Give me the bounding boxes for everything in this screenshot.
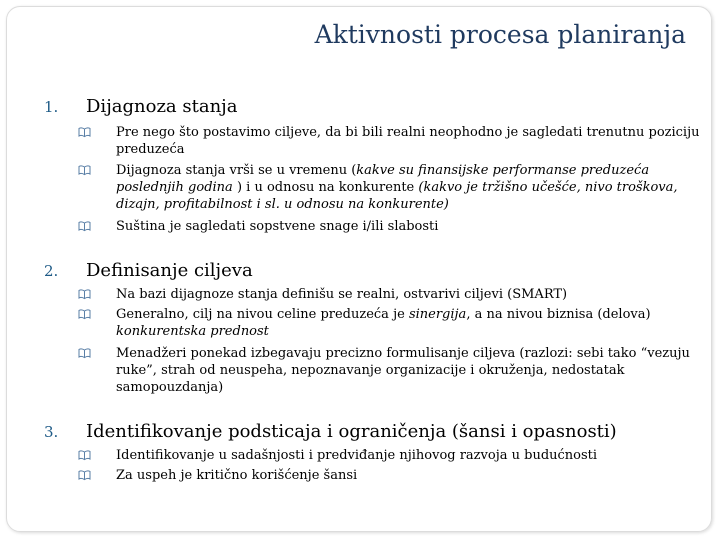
section-number: 2. (44, 262, 59, 280)
open-book-bullet-icon (78, 220, 91, 232)
bullet-text: Generalno, cilj na nivou celine preduzeća je sinergija, a na nivou biznisa (delova) konkurentska prednost (116, 307, 651, 339)
open-book-bullet-icon (78, 469, 91, 481)
slide-title: Aktivnosti procesa planiranja (314, 20, 686, 49)
bullet-text: Pre nego što postavimo ciljeve, da bi bili realni neophodno je sagledati trenutnu poziciju preduzeća (116, 125, 700, 157)
section-3 (0, 421, 720, 445)
bullet-text: Dijagnoza stanja vrši se u vremenu (kakve su finansijske performanse preduzeća poslednjih godina ) i u odnosu na konkurente (kakvo je tržišno učešće, nivo troškova, dizajn, profitabilnost i sl. u odnosu na konkurente) (116, 163, 678, 212)
section-heading: Definisanje ciljeva (86, 260, 253, 281)
section-heading: Identifikovanje podsticaja i ograničenja (šansi i opasnosti) (86, 421, 617, 442)
bullet-text: Na bazi dijagnoze stanja definišu se realni, ostvarivi ciljevi (SMART) (116, 287, 568, 302)
bullet-text: Menadžeri ponekad izbegavaju precizno formulisanje ciljeva (razlozi: sebi tako “vezuju ruke”, strah od neuspeha, nepoznavanje organizacije i okruženja, nedostatak samopouzdanja) (116, 346, 690, 395)
open-book-bullet-icon (78, 449, 91, 461)
open-book-bullet-icon (78, 347, 91, 359)
section-number: 3. (44, 423, 59, 441)
open-book-bullet-icon (78, 288, 91, 300)
open-book-bullet-icon (78, 308, 91, 320)
bullet-text: Identifikovanje u sadašnjosti i predviđanje njihovog razvoja u budućnosti (116, 448, 598, 463)
open-book-bullet-icon (78, 164, 91, 176)
section-2 (0, 260, 720, 284)
section-heading: Dijagnoza stanja (86, 96, 238, 117)
bullet-text: Za uspeh je kritično korišćenje šansi (116, 468, 358, 483)
section-1 (0, 96, 720, 120)
section-number: 1. (44, 98, 59, 116)
open-book-bullet-icon (78, 126, 91, 138)
bullet-text: Suština je sagledati sopstvene snage i/ili slabosti (116, 219, 439, 234)
